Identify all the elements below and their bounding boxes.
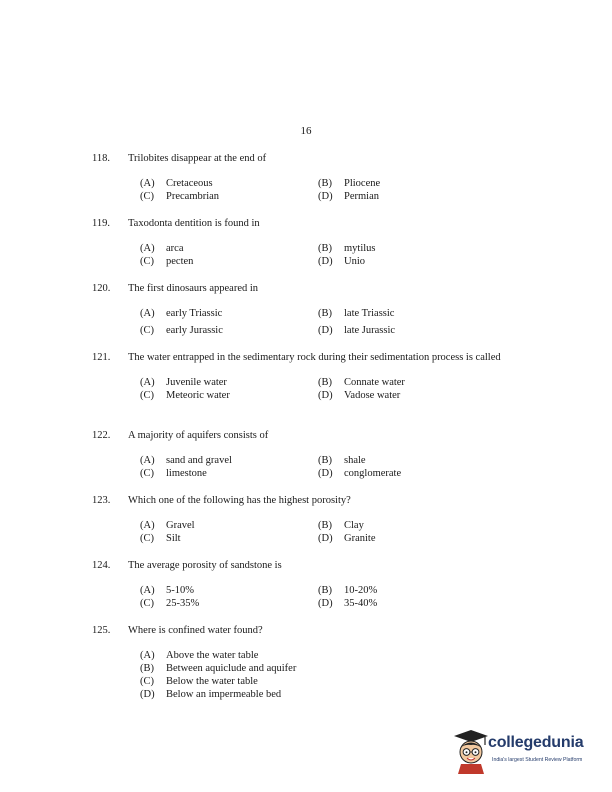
page-number: 16 xyxy=(300,125,312,137)
option-d: (D) Below an impermeable bed xyxy=(140,689,282,700)
option-a: (A) Cretaceous xyxy=(140,178,213,189)
question-121 xyxy=(92,351,522,402)
option-c: (C) Below the water table xyxy=(140,676,258,687)
option-b: (B) 10-20% xyxy=(318,585,378,596)
logo-tagline: India's largest Student Review Platform xyxy=(492,757,583,763)
question-text: Taxodonta dentition is found in xyxy=(128,218,260,229)
question-number: 121. xyxy=(92,352,111,363)
question-120 xyxy=(92,282,522,337)
question-122 xyxy=(92,429,522,480)
question-125 xyxy=(92,624,522,701)
question-119 xyxy=(92,217,522,268)
mascot-icon xyxy=(452,728,490,774)
option-a: (A) Juvenile water xyxy=(140,377,227,388)
option-c: (C) 25-35% xyxy=(140,598,200,609)
question-text: The average porosity of sandstone is xyxy=(128,560,282,571)
option-b: (B) Between aquiclude and aquifer xyxy=(140,663,297,674)
question-123 xyxy=(92,494,522,545)
question-text: Where is confined water found? xyxy=(128,625,263,636)
question-text: A majority of aquifers consists of xyxy=(128,430,269,441)
option-c: (C) early Jurassic xyxy=(140,325,223,336)
option-b: (B) Pliocene xyxy=(318,178,381,189)
option-a: (A) sand and gravel xyxy=(140,455,232,466)
option-b: (B) shale xyxy=(318,455,366,466)
question-118 xyxy=(92,152,522,203)
option-b: (B) Connate water xyxy=(318,377,405,388)
option-b: (B) late Triassic xyxy=(318,308,395,319)
question-124 xyxy=(92,559,522,610)
option-d: (D) 35-40% xyxy=(318,598,378,609)
option-d: (D) conglomerate xyxy=(318,468,402,479)
logo-brand-text: collegedunia xyxy=(488,734,584,751)
option-c: (C) limestone xyxy=(140,468,207,479)
option-d: (D) Granite xyxy=(318,533,376,544)
option-a: (A) Above the water table xyxy=(140,650,259,661)
question-number: 120. xyxy=(92,283,111,294)
option-a: (A) early Triassic xyxy=(140,308,223,319)
option-d: (D) Vadose water xyxy=(318,390,401,401)
question-number: 118. xyxy=(92,153,110,164)
collegedunia-logo xyxy=(452,728,602,776)
question-text: The first dinosaurs appeared in xyxy=(128,283,259,294)
option-c: (C) pecten xyxy=(140,256,194,267)
option-c: (C) Meteoric water xyxy=(140,390,230,401)
question-number: 122. xyxy=(92,430,111,441)
option-a: (A) 5-10% xyxy=(140,585,194,596)
option-d: (D) late Jurassic xyxy=(318,325,396,336)
option-c: (C) Silt xyxy=(140,533,181,544)
question-text: Trilobites disappear at the end of xyxy=(128,153,267,164)
option-c: (C) Precambrian xyxy=(140,191,220,202)
option-b: (B) Clay xyxy=(318,520,364,531)
question-text: The water entrapped in the sedimentary rock during their sedimentation process is called xyxy=(128,352,501,363)
question-number: 125. xyxy=(92,625,111,636)
option-d: (D) Unio xyxy=(318,256,365,267)
option-a: (A) arca xyxy=(140,243,184,254)
option-d: (D) Permian xyxy=(318,191,379,202)
option-a: (A) Gravel xyxy=(140,520,195,531)
question-number: 123. xyxy=(92,495,111,506)
question-number: 119. xyxy=(92,218,110,229)
question-text: Which one of the following has the highest porosity? xyxy=(128,495,351,506)
option-b: (B) mytilus xyxy=(318,243,376,254)
question-number: 124. xyxy=(92,560,111,571)
